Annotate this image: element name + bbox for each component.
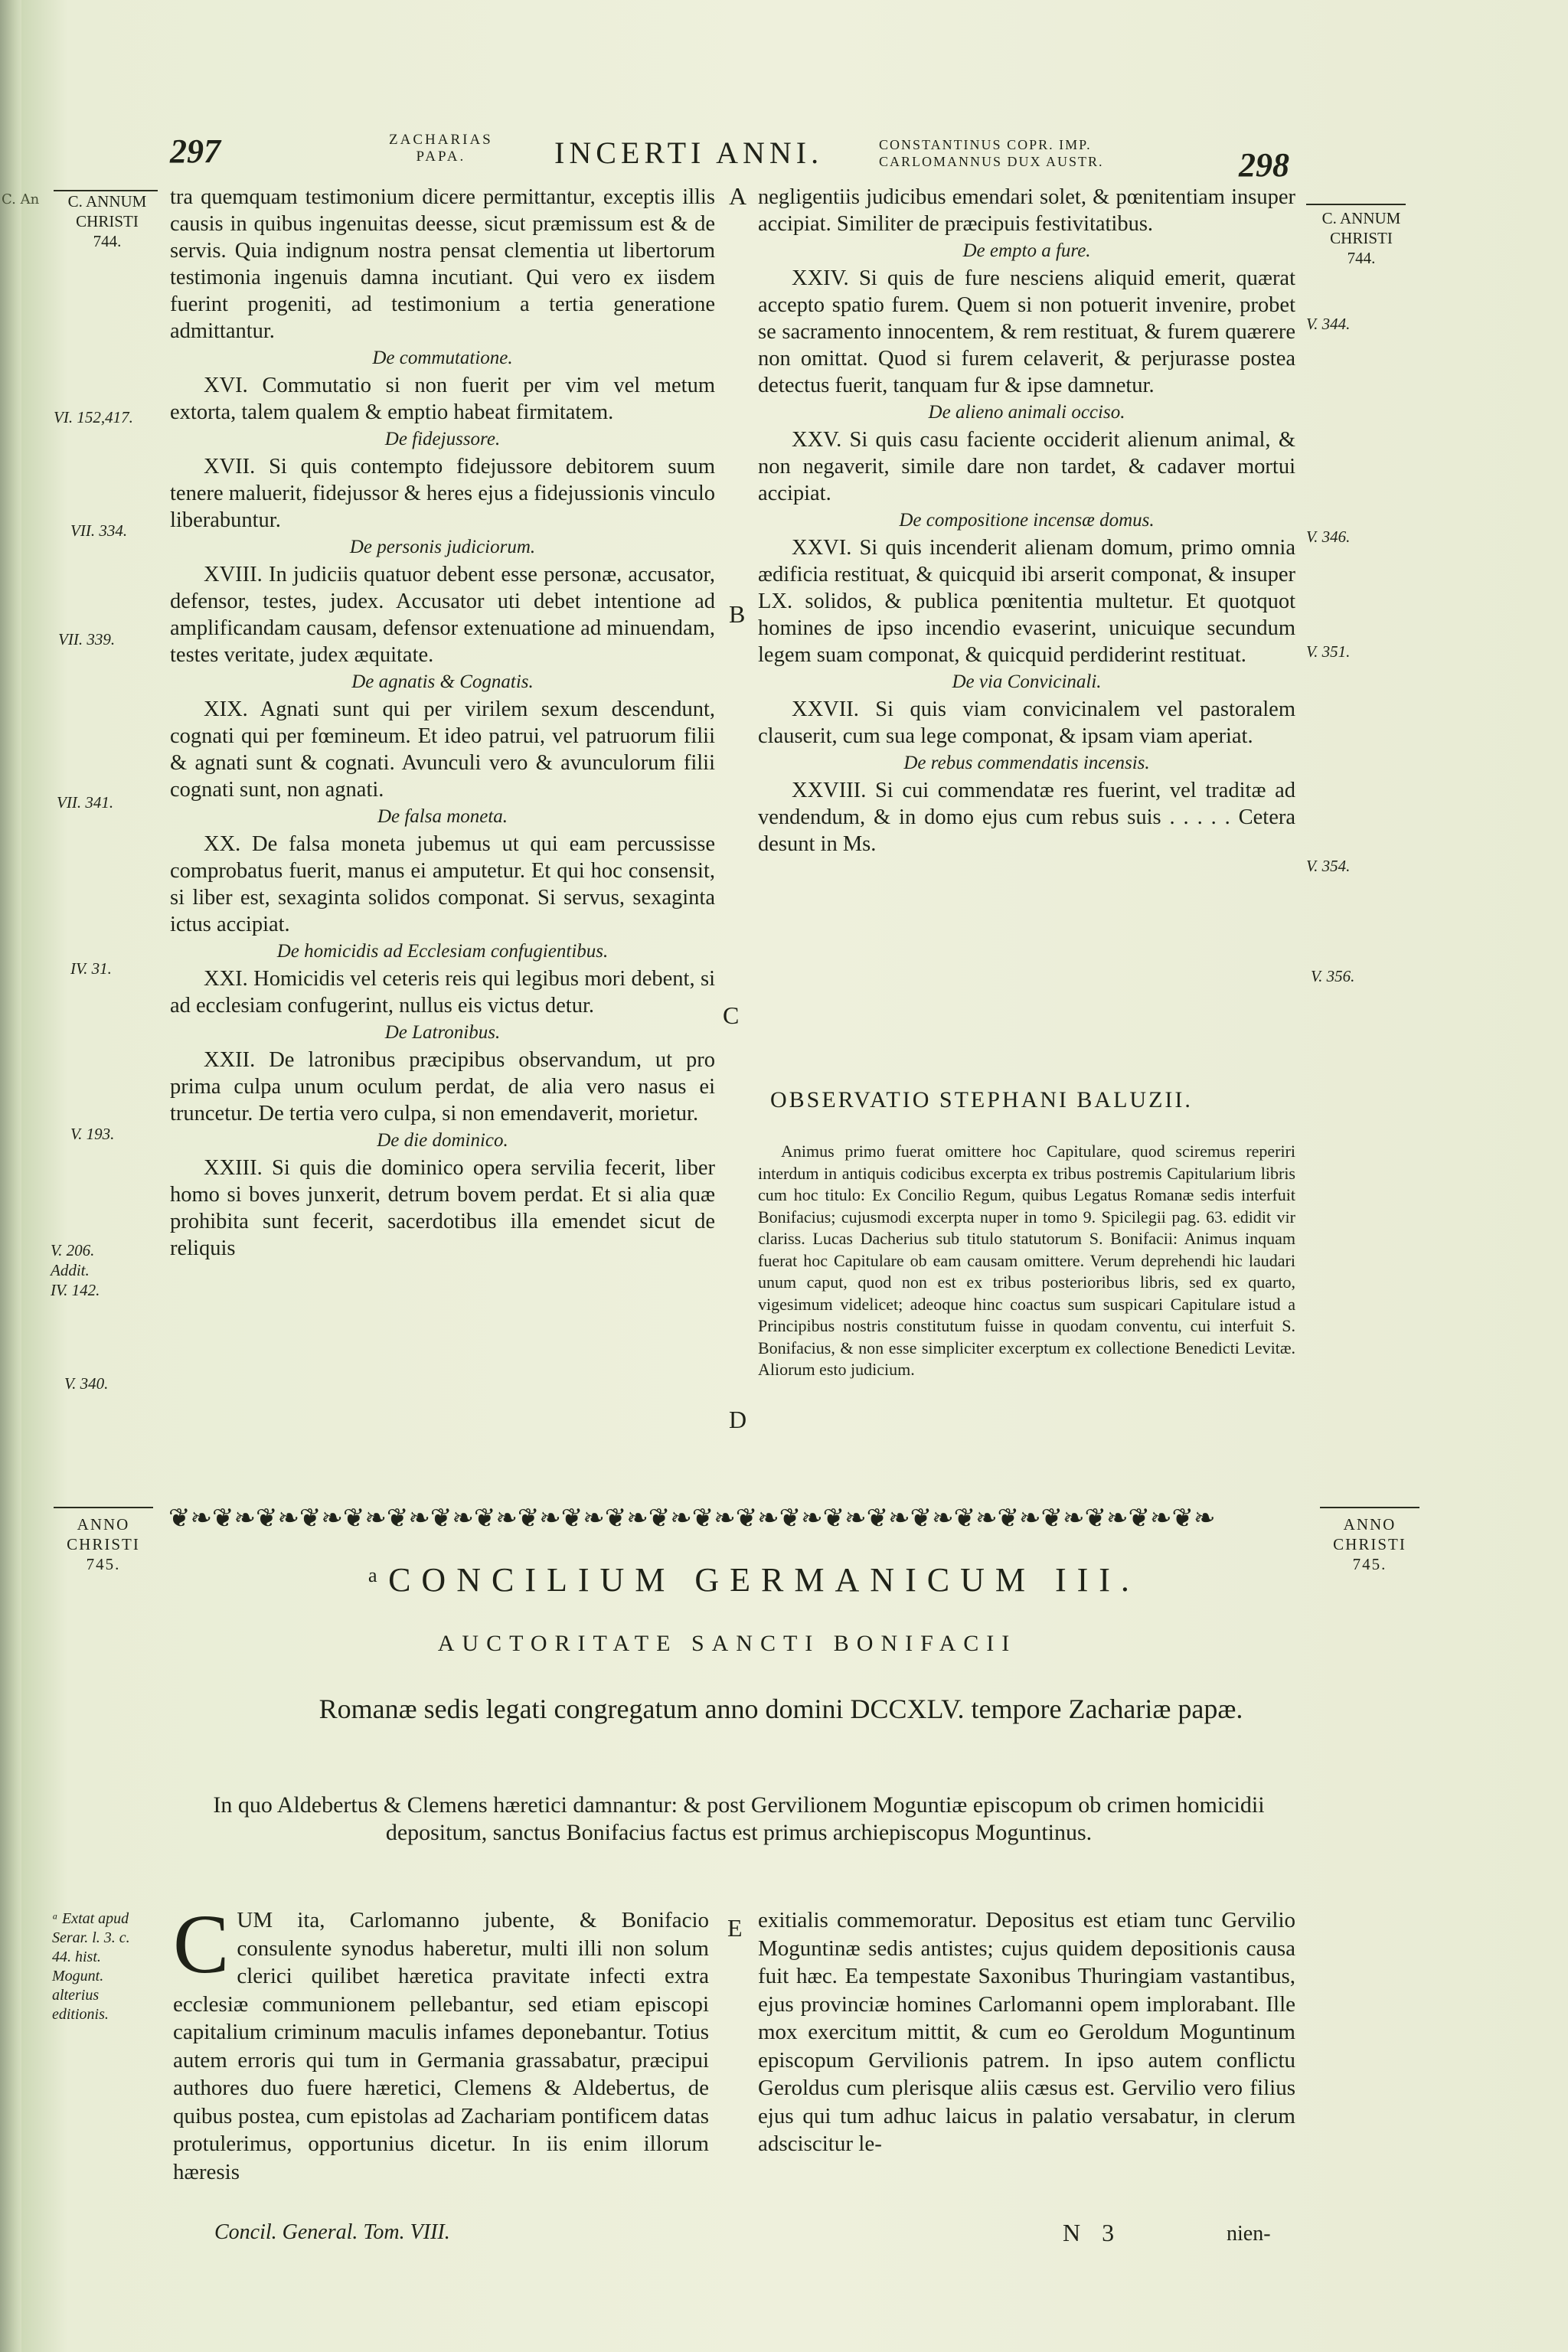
numbered-paragraph: XXVII. Si quis viam convicinalem vel pastoralem clauserit, cum sua lege componat, & ipsam viam aperiat. bbox=[758, 697, 1295, 748]
margin-note-left: V. 206. Addit. IV. 142. bbox=[51, 1241, 100, 1299]
council-summary: In quo Aldebertus & Clemens hæretici damnantur: & post Gervilionem Moguntiæ episcopum ob crimen homicidii depositum, sanctus Bonifacius factus est primus archiepiscopus Moguntinus. bbox=[213, 1792, 1265, 1845]
left-page-number: 297 bbox=[170, 132, 220, 170]
margin-note-right: V. 346. bbox=[1306, 528, 1351, 546]
section-heading: De Latronibus. bbox=[384, 1022, 501, 1043]
margin-note-extat: ᵃ Extat apud Serar. l. 3. c. 44. hist. Mogunt. alterius editionis. bbox=[52, 1910, 130, 2023]
margin-note-left: VII. 341. bbox=[57, 793, 114, 812]
ornamental-band: ❦❧❦❧❦❧❦❧❦❧❦❧❦❧❦❧❦❧❦❧❦❧❦❧❦❧❦❧❦❧❦❧❦❧❦❧❦❧❦❧❦❧❦❧❦❧❦❧ bbox=[168, 1503, 1216, 1534]
section-letter: C bbox=[723, 1001, 740, 1029]
section-heading: De compositione incensæ domus. bbox=[899, 510, 1155, 531]
section-letter: D bbox=[729, 1406, 747, 1433]
margin-note-right: V. 356. bbox=[1311, 967, 1355, 985]
numbered-paragraph: XVI. Commutatio si non fuerit per vim vel metum extorta, talem qualem & emptio habeat firmitatem. bbox=[170, 374, 715, 424]
section-heading: De homicidis ad Ecclesiam confugientibus. bbox=[276, 941, 609, 962]
margin-note-right: V. 354. bbox=[1306, 857, 1351, 875]
right-text-column bbox=[758, 184, 1295, 858]
numbered-paragraph: XXI. Homicidis vel ceteris reis qui legibus mori debent, si ad ecclesiam confugerint, nullus eis victus detur. bbox=[170, 967, 715, 1018]
margin-note-right: V. 351. bbox=[1306, 642, 1351, 661]
margin-note-left: V. 193. bbox=[70, 1125, 115, 1143]
footer-volume: Concil. General. Tom. VIII. bbox=[214, 2220, 450, 2244]
section-heading: De rebus commendatis incensis. bbox=[903, 753, 1150, 773]
facing-page-fragment: C. An bbox=[2, 191, 40, 207]
section-heading: De personis judiciorum. bbox=[349, 537, 536, 557]
margin-note-left: VI. 152,417. bbox=[54, 408, 133, 426]
section-heading: De commutatione. bbox=[372, 348, 513, 368]
section-letter: B bbox=[729, 600, 746, 628]
section-letter: E bbox=[727, 1914, 743, 1942]
section-heading: De via Convicinali. bbox=[952, 671, 1102, 692]
section-heading: De fidejussore. bbox=[384, 429, 501, 449]
page-title: INCERTI ANNI. bbox=[554, 136, 824, 170]
continued-paragraph: tra quemquam testimonium dicere permittantur, exceptis illis causis in quibus ingenuitas deesse, sicut præmissum est & de servis. Quia indignum nostra pensat clementia ut libertorum testimonia ingenuis damna incutiant. Qui vero ex iisdem fuerint progeniti, ad testimonium a tertia generatione admittantur. bbox=[170, 185, 715, 343]
numbered-paragraph: XIX. Agnati sunt qui per virilem sexum descendunt, cognati qui per fœmineum. Et ideo patrui, vel patruorum filii & agnati sunt & cognati. Avunculi vero & avunculorum filii cognati sunt, non agnati. bbox=[170, 697, 715, 802]
council-title: ᵃCONCILIUM GERMANICUM III. bbox=[368, 1561, 1140, 1599]
council-subtitle: AUCTORITATE SANCTI BONIFACII bbox=[437, 1631, 1018, 1656]
anno-christi-left: ANNO CHRISTI 745. bbox=[67, 1515, 140, 1573]
dropcap-letter: C bbox=[173, 1897, 230, 1991]
numbered-paragraph: XVII. Si quis contempto fidejussore debitorem suum tenere maluerit, fidejussor & heres ejus a fidejussionis vinculo liberabuntur. bbox=[170, 455, 715, 532]
bottom-right-column: exitialis commemoratur. Depositus est etiam tunc Gervilio Moguntinæ sedis antistes; cujus quidem depositionis causa fuit hæc. Ea tempestate Saxonibus Thuringiam vastantibus, ejus provinciæ homines Carlomanni opem implorabant. Ille mox exercitum mittit, & cum eo Geroldum Moguntinum episcopum Gervilionis patrem. In ipso autem conflictu Geroldus cum plerisque aliis cæsus est. Gervilio vero filius ejus qui tum adhuc laicus in palatio versabatur, in clerum adsciscitur le- bbox=[758, 1908, 1295, 2156]
margin-note-right: C. ANNUM CHRISTI 744. bbox=[1321, 209, 1401, 267]
header-rule-right bbox=[1306, 204, 1406, 205]
margin-note-left: V. 340. bbox=[64, 1374, 109, 1393]
margin-note-left: VII. 334. bbox=[70, 521, 128, 540]
section-heading: De alieno animali occiso. bbox=[928, 402, 1125, 423]
section-heading: De agnatis & Cognatis. bbox=[351, 671, 534, 692]
numbered-paragraph: XXIV. Si quis de fure nesciens aliquid emerit, quærat accepto spatio furem. Quem si non potuerit invenire, probet se sacramento innocentem, & rem restituat, & furem quærere non omittat. Quod si furem celaverit, & perjurasse postea detectus fuerit, tanquam fur & ipse damnetur. bbox=[758, 266, 1295, 397]
margin-note-right: V. 344. bbox=[1306, 315, 1351, 333]
numbered-paragraph: XXIII. Si quis die dominico opera servilia fecerit, liber homo si boves junxerit, detrum bovem perdat. Et si alia quæ prohibita sunt fecerit, sacerdotibus illa emendet sicut de reliquis bbox=[170, 1156, 715, 1260]
section-letter: A bbox=[729, 182, 747, 210]
footer-signature: N 3 bbox=[1063, 2219, 1122, 2246]
continued-paragraph: negligentiis judicibus emendari solet, & pœnitentiam insuper accipiat. Similiter de præcipuis festivitatibus. bbox=[758, 185, 1295, 236]
numbered-paragraph: XX. De falsa moneta jubemus ut qui eam percussisse comprobatus fuerit, manus ei amputetur. Et qui hoc consensit, si liber est, sexaginta solidos componat. Si servus, sexaginta ictus accipiat. bbox=[170, 832, 715, 936]
right-page-number: 298 bbox=[1239, 146, 1289, 184]
section-rule-right bbox=[1320, 1507, 1419, 1508]
right-running-head: CONSTANTINUS COPR. IMP. CARLOMANNUS DUX AUSTR. bbox=[879, 137, 1104, 169]
footer-catchword: nien- bbox=[1227, 2222, 1271, 2246]
numbered-paragraph: XXVI. Si quis incenderit alienam domum, primo omnia ædificia restituat, & quicquid ibi arserit componat, & insuper LX. solidos, & publica pœnitentia multetur. Et quotquot homines de ipso incendio evaserint, unicuique secundum legem suam componat, & quicquid perdiderint restituat. bbox=[758, 536, 1295, 667]
left-running-head: ZACHARIAS PAPA. bbox=[389, 132, 493, 165]
numbered-paragraph: XXV. Si quis casu faciente occiderit alienum animal, & non negaverit, simile dare non tardet, & cadaver mortui accipiat. bbox=[758, 428, 1295, 505]
section-rule-left bbox=[54, 1507, 153, 1508]
observatio-title: OBSERVATIO STEPHANI BALUZII. bbox=[770, 1087, 1193, 1112]
observatio-text: Animus primo fuerat omittere hoc Capitulare, quod sciremus reperiri interdum in antiquis codicibus excerpta ex tribus postremis Capitularium libris cum hoc titulo: Ex Concilio Regum, quibus Legatus Romanæ sedis interfuit Bonifacius; cujusmodi excerpta nuper in tomo 9. Spicilegii pag. 63. edidit vir clariss. Lucas Dacherius sub titulo statutorum S. Bonifacii: Animus inquam fuerat hoc Capitulare ob eam causam omittere. Verum deprehendi hic laudari unum caput, quod non est ex tribus posterioribus libris, sed ex quarto, vigesimum videlicet; adeoque hinc coactus sum suspicari Capitulare istud a Principibus nostris constitutum fuisse in quodam conventu, cui interfuit S. Bonifacius, & non esse simpliciter excerptum ex collectione Benedicti Levitæ. Aliorum esto judicium. bbox=[758, 1142, 1295, 1379]
margin-note-left: VII. 339. bbox=[58, 630, 116, 648]
anno-christi-right: ANNO CHRISTI 745. bbox=[1333, 1515, 1406, 1573]
council-description: Romanæ sedis legati congregatum anno domini DCCXLV. tempore Zachariæ papæ. bbox=[318, 1694, 1243, 1724]
margin-note-left: C. ANNUM CHRISTI 744. bbox=[67, 192, 147, 250]
section-heading: De falsa moneta. bbox=[377, 806, 508, 827]
margin-note-left: IV. 31. bbox=[70, 959, 112, 978]
bottom-left-text: UM ita, Carlomanno jubente, & Bonifacio consulente synodus haberetur, multi illi non solum clerici quilibet hæretica pravitate infecti extra ecclesiæ communionem pellebantur, sed etiam episcopi capitalium criminum maculis infames deponebantur. Totius autem erroris qui tum in Germania grassabatur, præcipui authores duo fuere hæretici, Clemens & Aldebertus, de quibus postea, cum epistolas ad Zachariam pontificem datas protulerimus, opportunius dicetur. In iis enim illorum hæresis bbox=[173, 1908, 709, 2184]
bottom-left-column bbox=[173, 1897, 709, 2186]
numbered-paragraph: XVIII. In judiciis quatuor debent esse personæ, accusator, defensor, testes, judex. Accusator uti debet intentione ad amplificandam causam, defensor extenuatione ad minuendam, testes veritate, judex æquitate. bbox=[170, 563, 715, 667]
section-heading: De die dominico. bbox=[377, 1130, 508, 1151]
left-text-column bbox=[170, 184, 715, 1262]
section-heading: De empto a fure. bbox=[962, 240, 1091, 261]
numbered-paragraph: XXVIII. Si cui commendatæ res fuerint, vel traditæ ad vendendum, & in domo ejus cum rebus suis . . . . . Cetera desunt in Ms. bbox=[758, 779, 1295, 856]
numbered-paragraph: XXII. De latronibus præcipibus observandum, ut pro prima culpa unum oculum perdat, de alia vero nasus ei truncetur. De tertia vero culpa, si non emendaverit, morietur. bbox=[170, 1048, 715, 1125]
